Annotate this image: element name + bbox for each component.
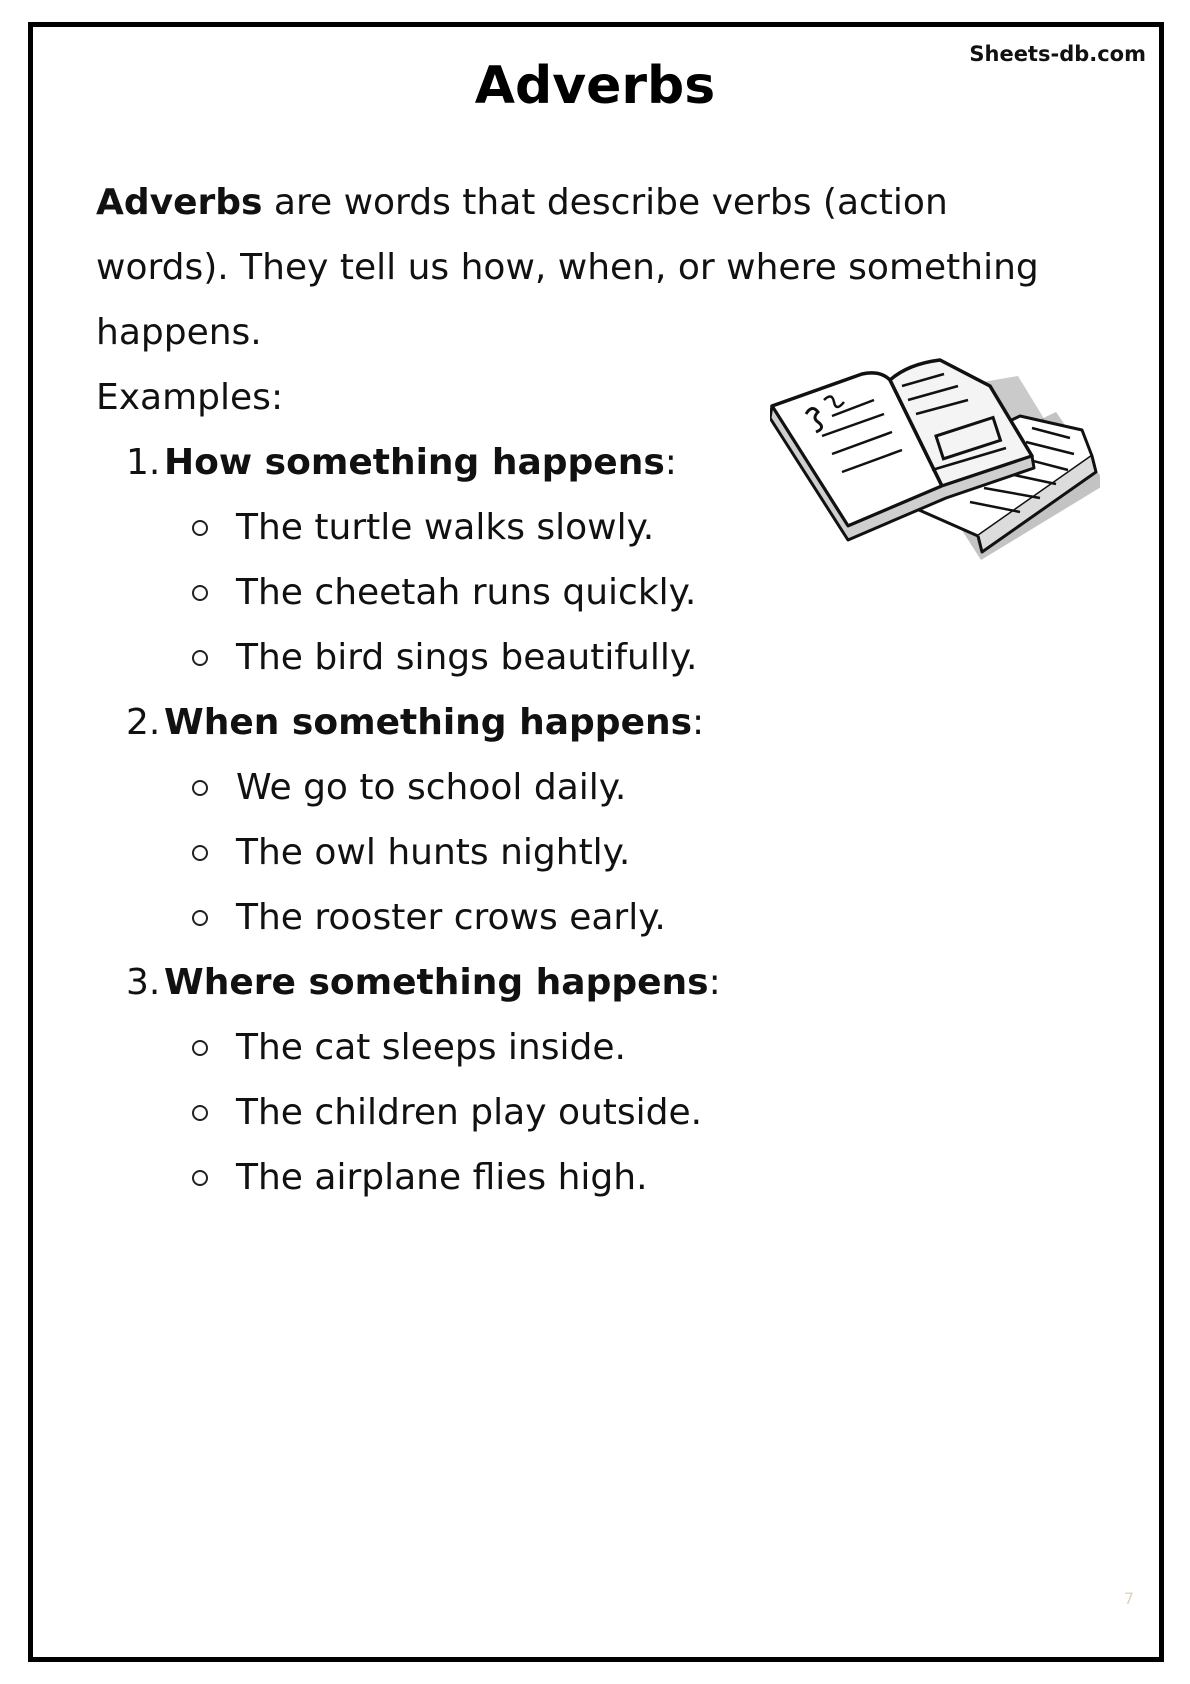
- example-list: [96, 1015, 1086, 1210]
- intro-text: are words that describe verbs (action words). They tell us how, when, or where something happens.: [96, 182, 1039, 353]
- circle-bullet-icon: [192, 845, 208, 861]
- site-label[interactable]: Sheets-db.com: [969, 42, 1146, 66]
- category-item: [96, 690, 1086, 950]
- example-text: The airplane flies high.: [236, 1157, 648, 1198]
- intro-paragraph: [96, 170, 1086, 365]
- category-item: [96, 950, 1086, 1210]
- example-item: [96, 1080, 1086, 1145]
- category-colon: :: [708, 962, 721, 1003]
- category-number: 1.: [126, 442, 161, 483]
- example-item: [96, 820, 1086, 885]
- circle-bullet-icon: [192, 1105, 208, 1121]
- example-item: [96, 885, 1086, 950]
- example-item: [96, 755, 1086, 820]
- example-text: The bird sings beautifully.: [236, 637, 698, 678]
- circle-bullet-icon: [192, 1170, 208, 1186]
- example-item: [96, 1015, 1086, 1080]
- category-number: 3.: [126, 962, 161, 1003]
- category-number: 2.: [126, 702, 161, 743]
- intro-keyword: Adverbs: [96, 182, 263, 223]
- circle-bullet-icon: [192, 780, 208, 796]
- main-content: [96, 170, 1086, 1210]
- category-heading: [96, 690, 1086, 755]
- circle-bullet-icon: [192, 910, 208, 926]
- example-text: The children play outside.: [236, 1092, 703, 1133]
- circle-bullet-icon: [192, 520, 208, 536]
- example-text: The cheetah runs quickly.: [236, 572, 697, 613]
- example-text: The rooster crows early.: [236, 897, 666, 938]
- example-item: [96, 1145, 1086, 1210]
- page-title: Adverbs: [474, 56, 716, 116]
- example-text: The turtle walks slowly.: [236, 507, 655, 548]
- examples-label: Examples:: [96, 377, 284, 418]
- example-text: We go to school daily.: [236, 767, 627, 808]
- example-item: [96, 560, 1086, 625]
- example-item: [96, 625, 1086, 690]
- example-list: [96, 755, 1086, 950]
- circle-bullet-icon: [192, 1040, 208, 1056]
- category-colon: :: [664, 442, 677, 483]
- example-text: The cat sleeps inside.: [236, 1027, 626, 1068]
- page-number: 7: [1123, 1589, 1134, 1608]
- category-title: How something happens: [164, 442, 665, 483]
- category-title: When something happens: [164, 702, 693, 743]
- circle-bullet-icon: [192, 650, 208, 666]
- example-text: The owl hunts nightly.: [236, 832, 631, 873]
- category-title: Where something happens: [164, 962, 709, 1003]
- category-colon: :: [692, 702, 705, 743]
- open-books-icon: [770, 356, 1100, 562]
- category-heading: [96, 950, 1086, 1015]
- circle-bullet-icon: [192, 585, 208, 601]
